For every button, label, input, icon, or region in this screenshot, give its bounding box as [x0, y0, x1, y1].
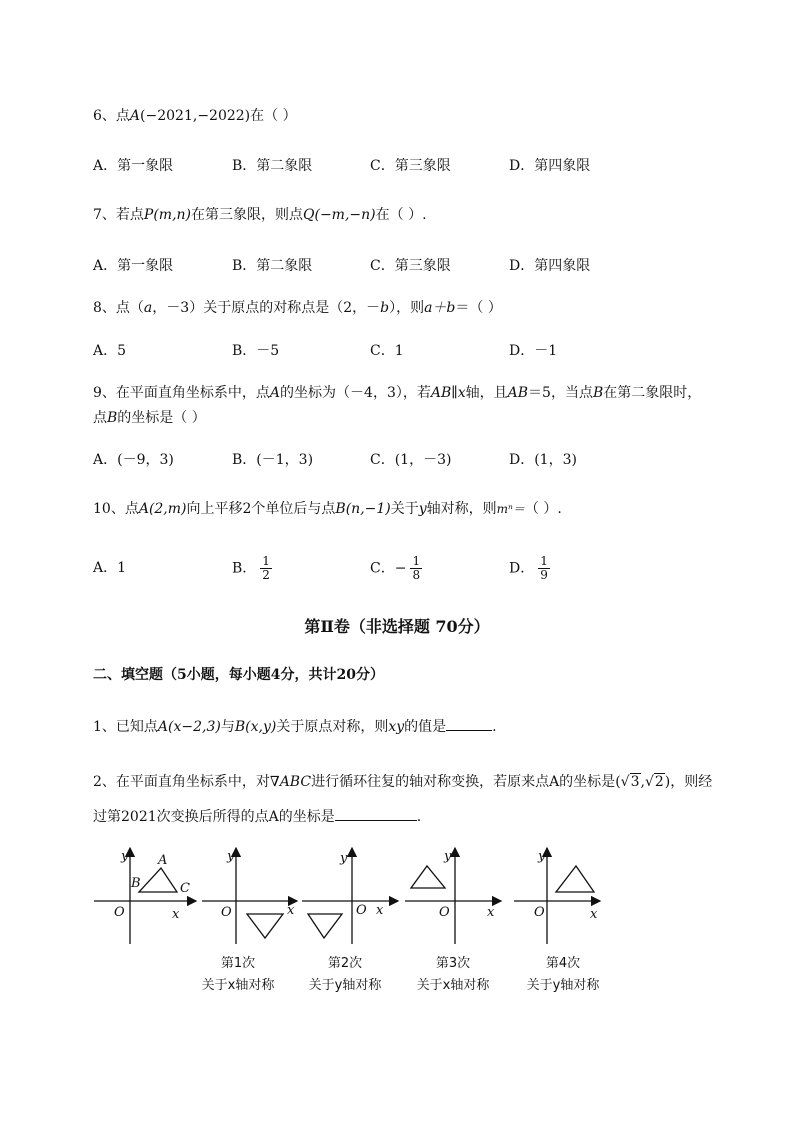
q9-option-b[interactable]: B．(－1，3)	[232, 452, 314, 468]
vertex-b-label: B	[131, 876, 141, 891]
vertex-c-label: C	[180, 881, 190, 896]
q10-option-d-denominator: 9	[540, 568, 548, 582]
f2-rparen: )	[664, 774, 671, 790]
f2-sqrt-3: 3	[630, 774, 640, 790]
f1-text-d: 的值是	[404, 719, 447, 735]
q10-options	[93, 555, 733, 585]
origin-label: O	[114, 905, 125, 920]
q9-option-d[interactable]: D．(1，3)	[509, 452, 577, 468]
q10-option-b-numerator: 1	[262, 554, 270, 568]
q9-var-ab: AB	[430, 385, 452, 401]
y-axis-label: y	[121, 849, 129, 864]
f2-coords: (√3,√2)	[615, 774, 671, 790]
x-axis-label: x	[487, 905, 495, 920]
q9-var-b-2: B	[107, 410, 118, 426]
diagram-step-3	[403, 840, 507, 948]
q10-text-c: 关于	[390, 501, 419, 517]
q10-point-a: A(2,m)	[138, 501, 187, 517]
origin-label: O	[221, 905, 232, 920]
q10-option-b-label: B．	[232, 560, 257, 577]
f2-sqrt-2: 2	[654, 774, 664, 790]
origin-label: O	[356, 903, 367, 918]
caption-step-1	[183, 953, 293, 997]
triangle-abc	[139, 868, 177, 892]
q10-option-c-label: C．−	[370, 560, 407, 577]
section-title: 第Ⅱ卷（非选择题 70分）	[304, 617, 490, 636]
caption-step-2-title: 第2次	[327, 956, 363, 971]
q8-text-d: ＝（ ）	[455, 300, 502, 316]
q10-option-b[interactable]	[232, 555, 272, 582]
diagram-step-4	[512, 840, 616, 948]
q6-option-a[interactable]: A．第一象限	[93, 158, 174, 174]
q10-text-d: 轴对称，则	[426, 501, 497, 517]
q8-option-d[interactable]: D．－1	[509, 343, 558, 359]
f1-point-b: B(x,y)	[234, 719, 277, 735]
f2-period: .	[416, 809, 422, 825]
q8-option-c[interactable]: C．1	[370, 343, 404, 359]
q6-point: A	[129, 108, 141, 124]
q8-var-a: a	[143, 300, 153, 316]
q10-expr: mⁿ＝	[496, 502, 525, 516]
origin-label: O	[439, 905, 450, 920]
caption-step-3	[398, 953, 508, 997]
q10-option-c-denominator: 8	[412, 568, 421, 582]
q8-text-c: ），则	[389, 300, 425, 316]
q6-number: 6、	[93, 108, 116, 124]
q9-text-b: 的坐标为（－4，3），若	[280, 385, 431, 401]
diagram-step-1	[200, 840, 304, 948]
f2-text-line2: 过第2021次变换后所得的点A的坐标是	[93, 809, 335, 825]
q7-option-a[interactable]: A．第一象限	[93, 258, 174, 274]
q10-option-d-fraction	[538, 555, 550, 582]
q10-option-c[interactable]	[370, 555, 422, 582]
q9-text-d: 轴，且	[465, 385, 508, 401]
q9-var-a: A	[269, 385, 281, 401]
caption-step-4	[508, 953, 618, 997]
question-10	[93, 499, 562, 519]
x-axis-label: x	[172, 907, 180, 922]
q9-var-x: x	[457, 385, 466, 401]
triangle-abc	[308, 914, 342, 938]
q8-expr: a＋b	[424, 300, 456, 316]
q9-option-a[interactable]: A．(－9，3)	[93, 452, 174, 468]
q10-option-c-fraction	[410, 555, 422, 582]
f2-comma: ,	[640, 774, 645, 790]
caption-step-2-desc: 关于y轴对称	[308, 978, 382, 993]
q10-var-y: y	[418, 501, 427, 517]
fill-question-2-line-2	[93, 806, 421, 827]
q7-option-c[interactable]: C．第三象限	[370, 258, 451, 274]
q6-coords: (−2021,−2022)	[140, 108, 251, 124]
q7-text: 若点	[115, 207, 144, 223]
y-axis-label: y	[227, 849, 235, 864]
q10-option-b-fraction	[260, 555, 272, 582]
q8-text-b: ，－3）关于原点的对称点是（2，－	[152, 300, 381, 316]
caption-step-4-title: 第4次	[545, 956, 581, 971]
q9-options	[93, 450, 733, 472]
q8-var-b: b	[380, 300, 390, 316]
q9-option-c[interactable]: C．(1，－3)	[370, 452, 452, 468]
q7-point-q: Q(−m,−n)	[303, 207, 376, 223]
caption-step-1-title: 第1次	[220, 956, 256, 971]
q10-option-c-numerator: 1	[412, 554, 421, 568]
vertex-a-label: A	[158, 853, 168, 868]
x-axis-label: x	[287, 903, 295, 918]
question-9-line-2	[93, 408, 206, 428]
q8-text-a: 8、点（	[93, 300, 144, 316]
diagram-step-2	[300, 840, 404, 948]
q7-option-d[interactable]: D．第四象限	[509, 258, 591, 274]
f2-answer-blank[interactable]	[335, 806, 417, 821]
q10-option-d-numerator: 1	[540, 554, 548, 568]
q8-option-a[interactable]: A．5	[93, 343, 127, 359]
f1-answer-blank[interactable]	[446, 716, 492, 731]
caption-step-3-title: 第3次	[435, 956, 471, 971]
caption-step-1-desc: 关于x轴对称	[201, 978, 275, 993]
question-8	[93, 298, 502, 318]
x-axis-label: x	[590, 907, 598, 922]
q9-text-g: 点	[93, 410, 107, 426]
q10-text-b: 向上平移2个单位后与点	[186, 501, 336, 517]
x-axis-label: x	[376, 903, 384, 918]
q7-text-mid: 在第三象限，则点	[191, 207, 304, 223]
q8-options	[93, 341, 733, 363]
fill-question-2-line-1	[93, 772, 712, 792]
q9-text-a: 9、在平面直角坐标系中，点	[93, 385, 270, 401]
triangle-abc	[556, 866, 594, 892]
question-9-line-1	[93, 383, 701, 403]
fill-question-1	[93, 716, 497, 737]
part-2-heading: 二、填空题（5小题，每小题4分，共计20分）	[93, 667, 384, 683]
q10-point-b: B(n,−1)	[335, 501, 391, 517]
q6-suffix: 在（ ）	[250, 108, 297, 124]
f1-text-a: 1、已知点	[93, 719, 158, 735]
q10-option-d-label: D．	[509, 560, 535, 577]
f2-lparen: (	[615, 774, 621, 790]
caption-step-3-desc: 关于x轴对称	[416, 978, 490, 993]
diagram-original	[92, 840, 200, 948]
q7-option-b[interactable]: B．第二象限	[232, 258, 313, 274]
q6-text: 点	[115, 108, 130, 124]
q10-text-e: （ ）.	[524, 501, 562, 517]
f2-text-b: 进行循环往复的轴对称变换，若原来点A的坐标是	[311, 774, 616, 790]
q9-var-b: B	[592, 385, 604, 401]
caption-step-2	[290, 953, 400, 997]
q9-text-h: 的坐标是（ ）	[117, 410, 206, 426]
q7-number: 7、	[93, 207, 116, 223]
q10-option-b-denominator: 2	[262, 568, 270, 582]
q7-suffix: 在（ ）.	[375, 207, 427, 223]
triangle-abc	[247, 914, 283, 938]
q6-option-c[interactable]: C．第三象限	[370, 158, 451, 174]
f2-triangle: ∇ABC	[269, 774, 312, 790]
y-axis-label: y	[444, 849, 452, 864]
q9-text-e: ＝5，当点	[528, 385, 593, 401]
triangle-abc	[411, 866, 445, 888]
f1-point-a: A(x−2,3)	[157, 719, 221, 735]
q8-option-b[interactable]: B．－5	[232, 343, 280, 359]
f1-period: .	[492, 719, 497, 735]
f2-text-c: ，则经	[670, 774, 713, 790]
q7-options	[93, 256, 733, 278]
q7-point-p: P(m,n)	[143, 207, 192, 223]
q6-option-b[interactable]: B．第二象限	[232, 158, 313, 174]
q10-option-a[interactable]: A．1	[93, 560, 127, 576]
caption-step-4-desc: 关于y轴对称	[526, 978, 600, 993]
f1-var-xy: xy	[388, 719, 405, 735]
q6-options	[93, 156, 733, 178]
question-7	[93, 205, 427, 225]
q6-option-d[interactable]: D．第四象限	[509, 158, 591, 174]
origin-label: O	[534, 905, 545, 920]
f1-text-b: 与	[220, 719, 235, 735]
q9-text-f: 在第二象限时，	[603, 385, 702, 401]
f2-text-a: 2、在平面直角坐标系中，对	[93, 774, 270, 790]
y-axis-label: y	[340, 851, 348, 866]
q9-var-ab-2: AB	[507, 385, 529, 401]
q9-parallel: ∥	[451, 385, 458, 401]
q10-text-a: 10、点	[93, 501, 139, 517]
f1-text-c: 关于原点对称，则	[276, 719, 389, 735]
question-6	[93, 106, 297, 126]
q10-option-d[interactable]	[509, 555, 550, 582]
y-axis-label: y	[538, 849, 546, 864]
